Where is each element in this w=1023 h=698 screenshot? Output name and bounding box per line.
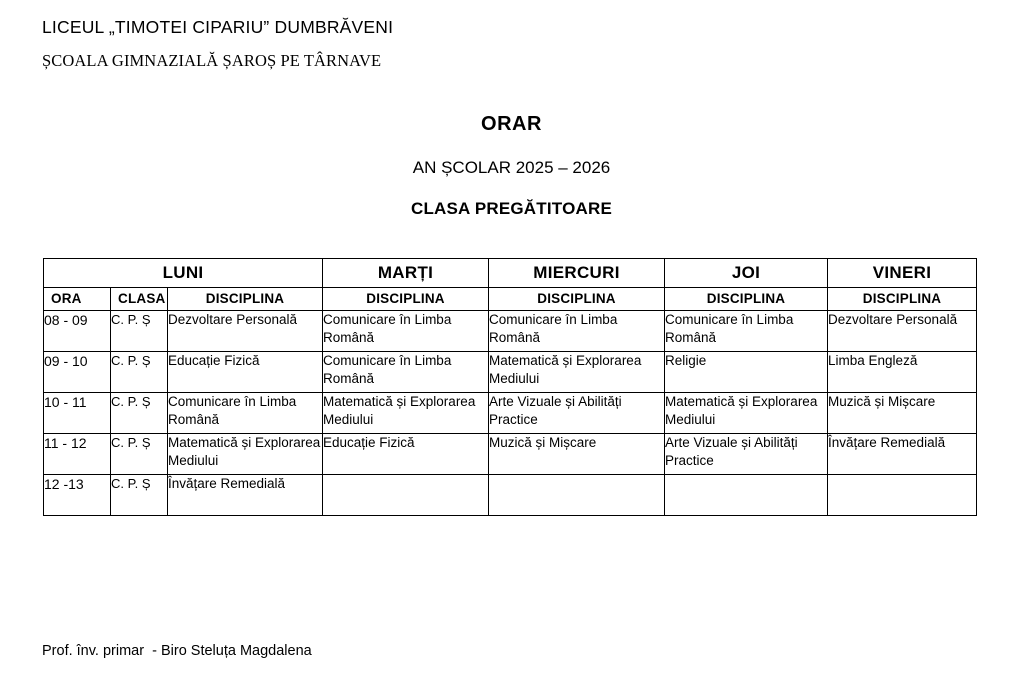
title-block — [0, 112, 1023, 220]
column-header-clasa: CLASA — [111, 288, 168, 311]
cell-ora: 11 - 12 — [44, 434, 111, 475]
cell-joi: Matematică și Explorarea Mediului — [665, 393, 828, 434]
table-row — [44, 352, 977, 393]
day-header-luni: LUNI — [44, 259, 323, 288]
cell-clasa: C. P. Ș — [111, 393, 168, 434]
timetable — [43, 258, 977, 516]
cell-marti: Comunicare în Limba Română — [323, 311, 489, 352]
cell-joi: Arte Vizuale și Abilități Practice — [665, 434, 828, 475]
cell-vineri: Muzică și Mișcare — [828, 393, 977, 434]
cell-miercuri — [489, 475, 665, 516]
teacher-signature-line: Prof. înv. primar - Biro Steluța Magdalena — [42, 643, 312, 659]
cell-joi: Religie — [665, 352, 828, 393]
cell-miercuri: Muzică și Mișcare — [489, 434, 665, 475]
school-header — [42, 16, 942, 72]
school-year-subtitle: AN ȘCOLAR 2025 – 2026 — [412, 158, 611, 177]
cell-clasa: C. P. Ș — [111, 434, 168, 475]
column-header-disciplina-joi: DISCIPLINA — [665, 288, 828, 311]
cell-marti: Matematică și Explorarea Mediului — [323, 393, 489, 434]
column-header-ora: ORA — [44, 288, 111, 311]
cell-miercuri: Comunicare în Limba Română — [489, 311, 665, 352]
cell-ora: 08 - 09 — [44, 311, 111, 352]
timetable-head — [44, 259, 977, 311]
day-header-vineri: VINERI — [828, 259, 977, 288]
cell-vineri: Limba Engleză — [828, 352, 977, 393]
cell-clasa: C. P. Ș — [111, 352, 168, 393]
cell-vineri: Învățare Remedială — [828, 434, 977, 475]
cell-marti: Comunicare în Limba Română — [323, 352, 489, 393]
table-row — [44, 434, 977, 475]
cell-luni: Matematică și Explorarea Mediului — [168, 434, 323, 475]
class-name-subtitle: CLASA PREGĂTITOARE — [410, 199, 612, 218]
column-header-disciplina-vineri: DISCIPLINA — [828, 288, 977, 311]
school-name-liceul: LICEUL „TIMOTEI CIPARIU” DUMBRĂVENI — [42, 17, 394, 37]
cell-luni: Învățare Remedială — [168, 475, 323, 516]
cell-marti — [323, 475, 489, 516]
cell-vineri — [828, 475, 977, 516]
cell-clasa: C. P. Ș — [111, 475, 168, 516]
cell-clasa: C. P. Ș — [111, 311, 168, 352]
cell-luni: Educație Fizică — [168, 352, 323, 393]
cell-luni: Dezvoltare Personală — [168, 311, 323, 352]
cell-joi — [665, 475, 828, 516]
day-header-marti: MARȚI — [323, 259, 489, 288]
cell-miercuri: Matematică și Explorarea Mediului — [489, 352, 665, 393]
cell-joi: Comunicare în Limba Română — [665, 311, 828, 352]
column-header-disciplina-luni: DISCIPLINA — [168, 288, 323, 311]
subheader-row — [44, 288, 977, 311]
timetable-body — [44, 311, 977, 516]
table-row — [44, 393, 977, 434]
page-title: ORAR — [481, 113, 542, 135]
cell-ora: 12 -13 — [44, 475, 111, 516]
cell-ora: 10 - 11 — [44, 393, 111, 434]
school-name-gimnaziala: ȘCOALA GIMNAZIALĂ ȘAROȘ PE TÂRNAVE — [42, 51, 382, 70]
cell-ora: 09 - 10 — [44, 352, 111, 393]
cell-miercuri: Arte Vizuale și Abilități Practice — [489, 393, 665, 434]
cell-luni: Comunicare în Limba Română — [168, 393, 323, 434]
column-header-disciplina-marti: DISCIPLINA — [323, 288, 489, 311]
day-header-row — [44, 259, 977, 288]
table-row — [44, 311, 977, 352]
table-row — [44, 475, 977, 516]
cell-marti: Educație Fizică — [323, 434, 489, 475]
timetable-container — [43, 258, 976, 516]
day-header-joi: JOI — [665, 259, 828, 288]
day-header-miercuri: MIERCURI — [489, 259, 665, 288]
column-header-disciplina-miercuri: DISCIPLINA — [489, 288, 665, 311]
cell-vineri: Dezvoltare Personală — [828, 311, 977, 352]
